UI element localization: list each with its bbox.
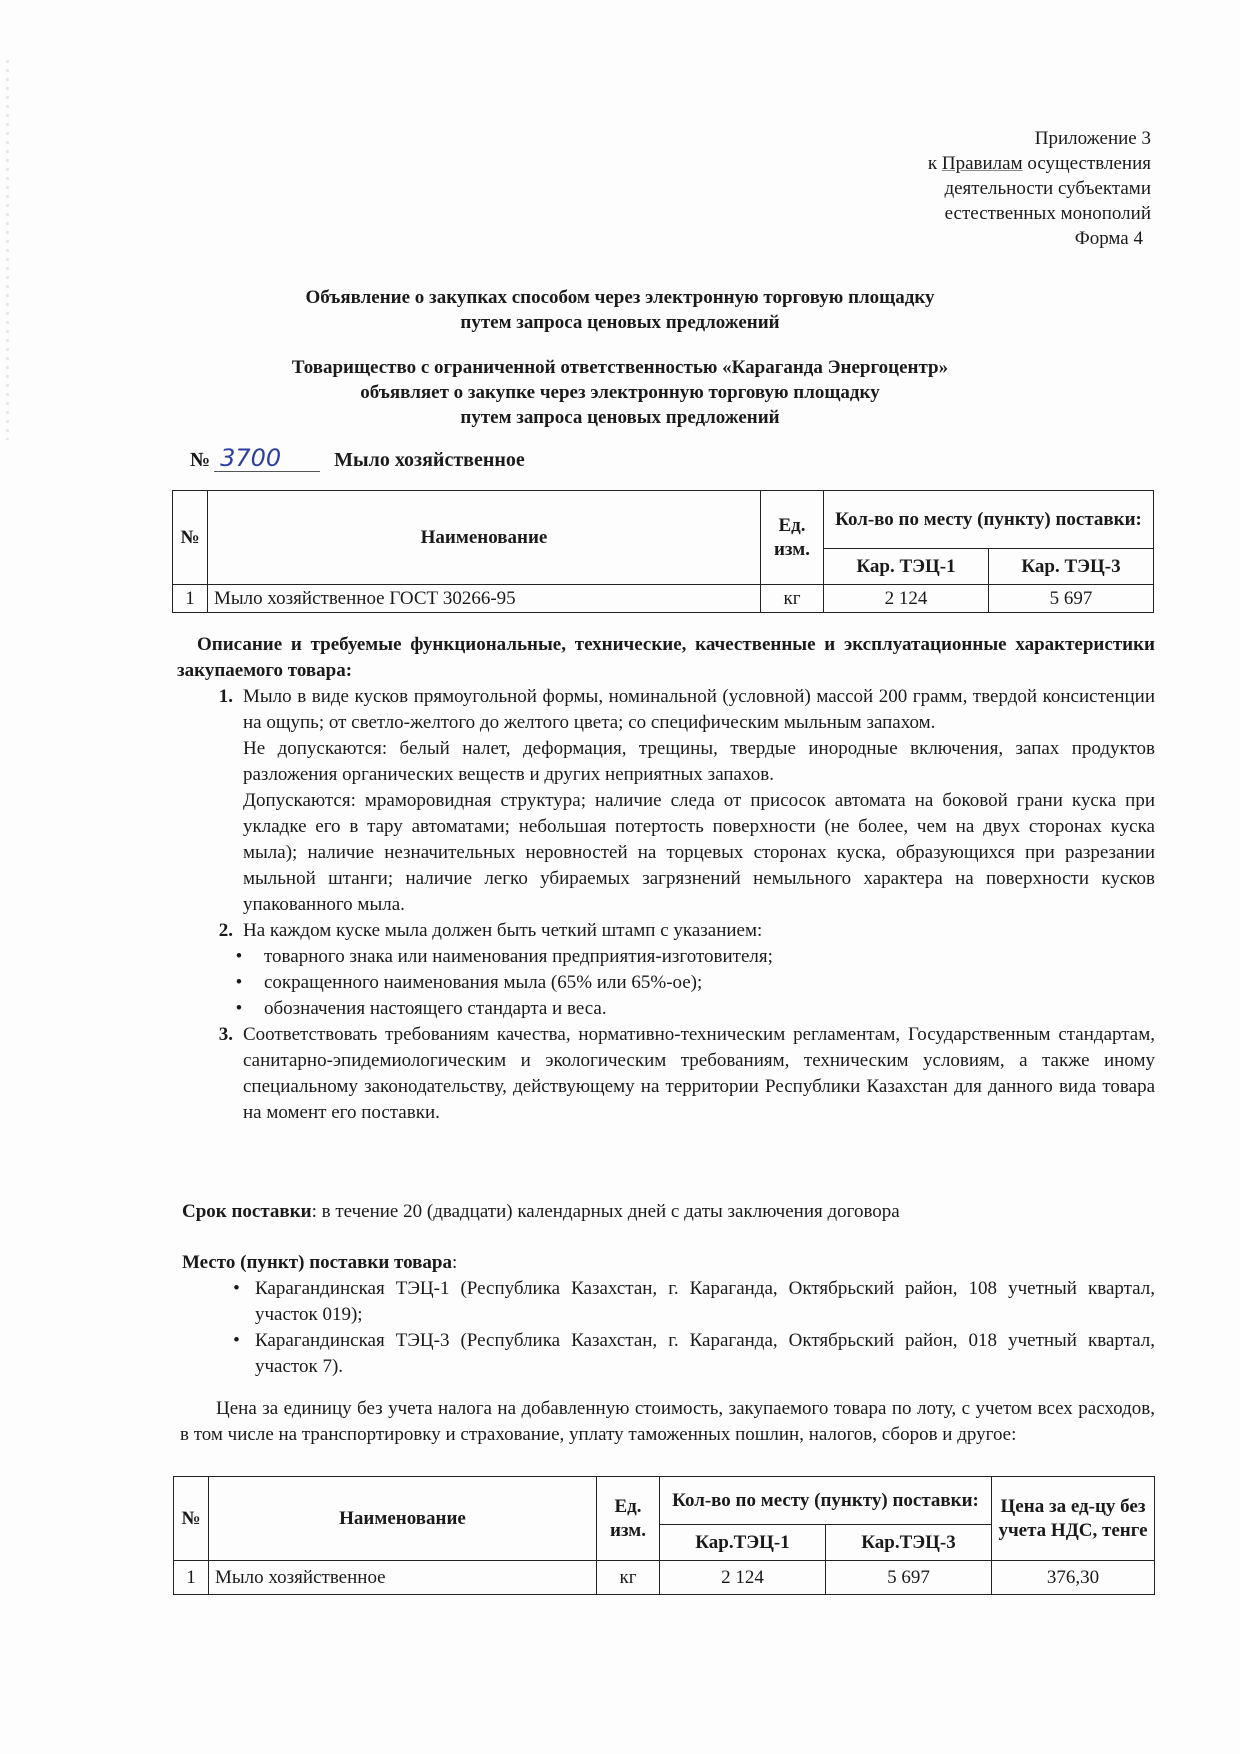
price-paragraph: Цена за единицу без учета налога на добавленную стоимость, закупаемого товара по лоту, с учетом всех расходов, в том числе на транспортировку и страхование, уплату таможенных пошлин, налогов, сборов и другое: bbox=[180, 1398, 1155, 1445]
cell-unit: кг bbox=[597, 1561, 660, 1595]
cell-qty1: 2 124 bbox=[824, 585, 989, 613]
delivery-place-item bbox=[182, 1328, 1155, 1380]
requirement-1-body bbox=[243, 684, 1155, 918]
lot-line bbox=[190, 445, 525, 472]
appendix-line-1: Приложение 3 bbox=[1034, 128, 1151, 149]
delivery-place-label: Место (пункт) поставки товара bbox=[182, 1252, 452, 1273]
table-row bbox=[174, 1561, 1155, 1595]
col-qty-group-header: Кол-во по месту (пункту) поставки: bbox=[660, 1477, 992, 1525]
items-table bbox=[172, 490, 1154, 613]
delivery-place-colon: : bbox=[451, 1252, 458, 1273]
col-unit-header: Ед. изм. bbox=[761, 491, 824, 585]
company-announcement bbox=[0, 355, 1240, 430]
cell-qty2: 5 697 bbox=[826, 1561, 992, 1595]
bullet-text: товарного знака или наименования предприятия-изготовителя; bbox=[264, 946, 773, 967]
bullet-text: сокращенного наименования мыла (65% или 65%-ое); bbox=[264, 972, 703, 993]
item-number: 1. bbox=[218, 686, 233, 707]
appendix-header bbox=[928, 126, 1151, 251]
requirement-1-p3: Допускаются: мраморовидная структура; наличие следа от присосок автомата на боковой грани куска при укладке его в тару автоматами; небольшая потертость поверхности (не более, чем на двух сторонах куска мыла); наличие незначительных неровностей на торцевых сторонах куска, образующихся при разрезании мыльной штанги; наличие легко убираемых загрязнений немыльного характера на поверхности кусков упакованного мыла. bbox=[243, 790, 1155, 915]
cell-name: Мыло хозяйственное bbox=[209, 1561, 597, 1595]
title-line-1: Объявление о закупках способом через электронную торговую площадку bbox=[305, 287, 935, 308]
requirement-1 bbox=[197, 684, 1155, 918]
col-num-header: № bbox=[174, 1477, 209, 1561]
col-unit-header: Ед. изм. bbox=[597, 1477, 660, 1561]
stamp-bullet bbox=[187, 996, 1155, 1022]
appendix-suffix: осуществления bbox=[1022, 153, 1151, 174]
table-row bbox=[173, 585, 1154, 613]
appendix-line-3: деятельности субъектами bbox=[944, 178, 1151, 199]
col-qty2-header: Кар. ТЭЦ-3 bbox=[989, 549, 1154, 585]
appendix-line-2 bbox=[928, 151, 1151, 176]
rules-link[interactable]: Правилам bbox=[941, 153, 1023, 174]
bullet-icon: • bbox=[235, 972, 243, 993]
cell-num: 1 bbox=[174, 1561, 209, 1595]
company-line-2: объявляет о закупке через электронную торговую площадку bbox=[360, 382, 880, 403]
bullet-text: обозначения настоящего стандарта и веса. bbox=[264, 998, 607, 1019]
col-qty1-header: Кар.ТЭЦ-1 bbox=[660, 1525, 826, 1561]
cell-name: Мыло хозяйственное ГОСТ 30266-95 bbox=[208, 585, 761, 613]
delivery-term bbox=[182, 1199, 1150, 1225]
requirement-1-p1: Мыло в виде кусков прямоугольной формы, номинальной (условной) массой 200 грамм, твердой консистенции на ощупь; от светло-желтого до желтого цвета; со специфическим мыльным запахом. bbox=[243, 686, 1155, 733]
item-number: 2. bbox=[218, 920, 233, 941]
delivery-place-text: Карагандинская ТЭЦ-3 (Республика Казахстан, г. Караганда, Октябрьский район, 018 учетный квартал, участок 7). bbox=[255, 1330, 1155, 1377]
delivery-term-text: : в течение 20 (двадцати) календарных дней с даты заключения договора bbox=[311, 1201, 900, 1222]
requirement-2 bbox=[197, 918, 1155, 944]
lot-number-handwritten: 3700 bbox=[214, 445, 320, 472]
requirement-2-text: На каждом куске мыла должен быть четкий штамп с указанием: bbox=[243, 920, 763, 941]
stamp-bullet bbox=[187, 970, 1155, 996]
col-name-header: Наименование bbox=[208, 491, 761, 585]
bullet-icon: • bbox=[233, 1330, 240, 1351]
company-line-3: путем запроса ценовых предложений bbox=[460, 407, 780, 428]
document-title bbox=[0, 285, 1240, 335]
delivery-place-text: Карагандинская ТЭЦ-1 (Республика Казахстан, г. Караганда, Октябрьский район, 108 учетный квартал, участок 019); bbox=[255, 1278, 1155, 1325]
description-section bbox=[177, 632, 1155, 1126]
col-num-header: № bbox=[173, 491, 208, 585]
col-price-header: Цена за ед-цу без учета НДС, тенге bbox=[992, 1477, 1155, 1561]
requirement-1-p2: Не допускаются: белый налет, деформация, трещины, твердые инородные включения, запах продуктов разложения органических веществ и других неприятных запахов. bbox=[243, 738, 1155, 785]
cell-price: 376,30 bbox=[992, 1561, 1155, 1595]
cell-qty2: 5 697 bbox=[989, 585, 1154, 613]
number-sign: № bbox=[190, 449, 211, 471]
delivery-place bbox=[182, 1250, 1155, 1380]
form-number: Форма 4 bbox=[1074, 228, 1143, 249]
requirement-3-text: Соответствовать требованиям качества, нормативно-техническим регламентам, Государственным стандартам, санитарно-эпидемиологическим и экологическим требованиям, техническим условиям, а также иному специальному законодательству, действующему на территории Республики Казахстан для данного вида товара на момент его поставки. bbox=[243, 1024, 1155, 1123]
price-table bbox=[173, 1476, 1155, 1595]
appendix-prefix: к bbox=[927, 153, 942, 174]
col-qty-group-header: Кол-во по месту (пункту) поставки: bbox=[824, 491, 1154, 549]
bullet-icon: • bbox=[233, 1278, 240, 1299]
company-line-1: Товарищество с ограниченной ответственностью «Караганда Энергоцентр» bbox=[291, 357, 949, 378]
bullet-icon: • bbox=[235, 946, 243, 967]
delivery-term-label: Срок поставки bbox=[182, 1201, 312, 1222]
bullet-icon: • bbox=[235, 998, 243, 1019]
title-line-2: путем запроса ценовых предложений bbox=[460, 312, 780, 333]
delivery-place-item bbox=[182, 1276, 1155, 1328]
requirement-3 bbox=[197, 1022, 1155, 1126]
col-qty2-header: Кар.ТЭЦ-3 bbox=[826, 1525, 992, 1561]
item-number: 3. bbox=[218, 1024, 233, 1045]
cell-num: 1 bbox=[173, 585, 208, 613]
stamp-bullet bbox=[187, 944, 1155, 970]
description-heading: Описание и требуемые функциональные, технические, качественные и эксплуатационные характеристики закупаемого товара: bbox=[177, 634, 1155, 681]
lot-name: Мыло хозяйственное bbox=[334, 449, 525, 471]
cell-qty1: 2 124 bbox=[660, 1561, 826, 1595]
col-qty1-header: Кар. ТЭЦ-1 bbox=[824, 549, 989, 585]
appendix-line-4: естественных монополий bbox=[944, 203, 1151, 224]
col-name-header: Наименование bbox=[209, 1477, 597, 1561]
cell-unit: кг bbox=[761, 585, 824, 613]
